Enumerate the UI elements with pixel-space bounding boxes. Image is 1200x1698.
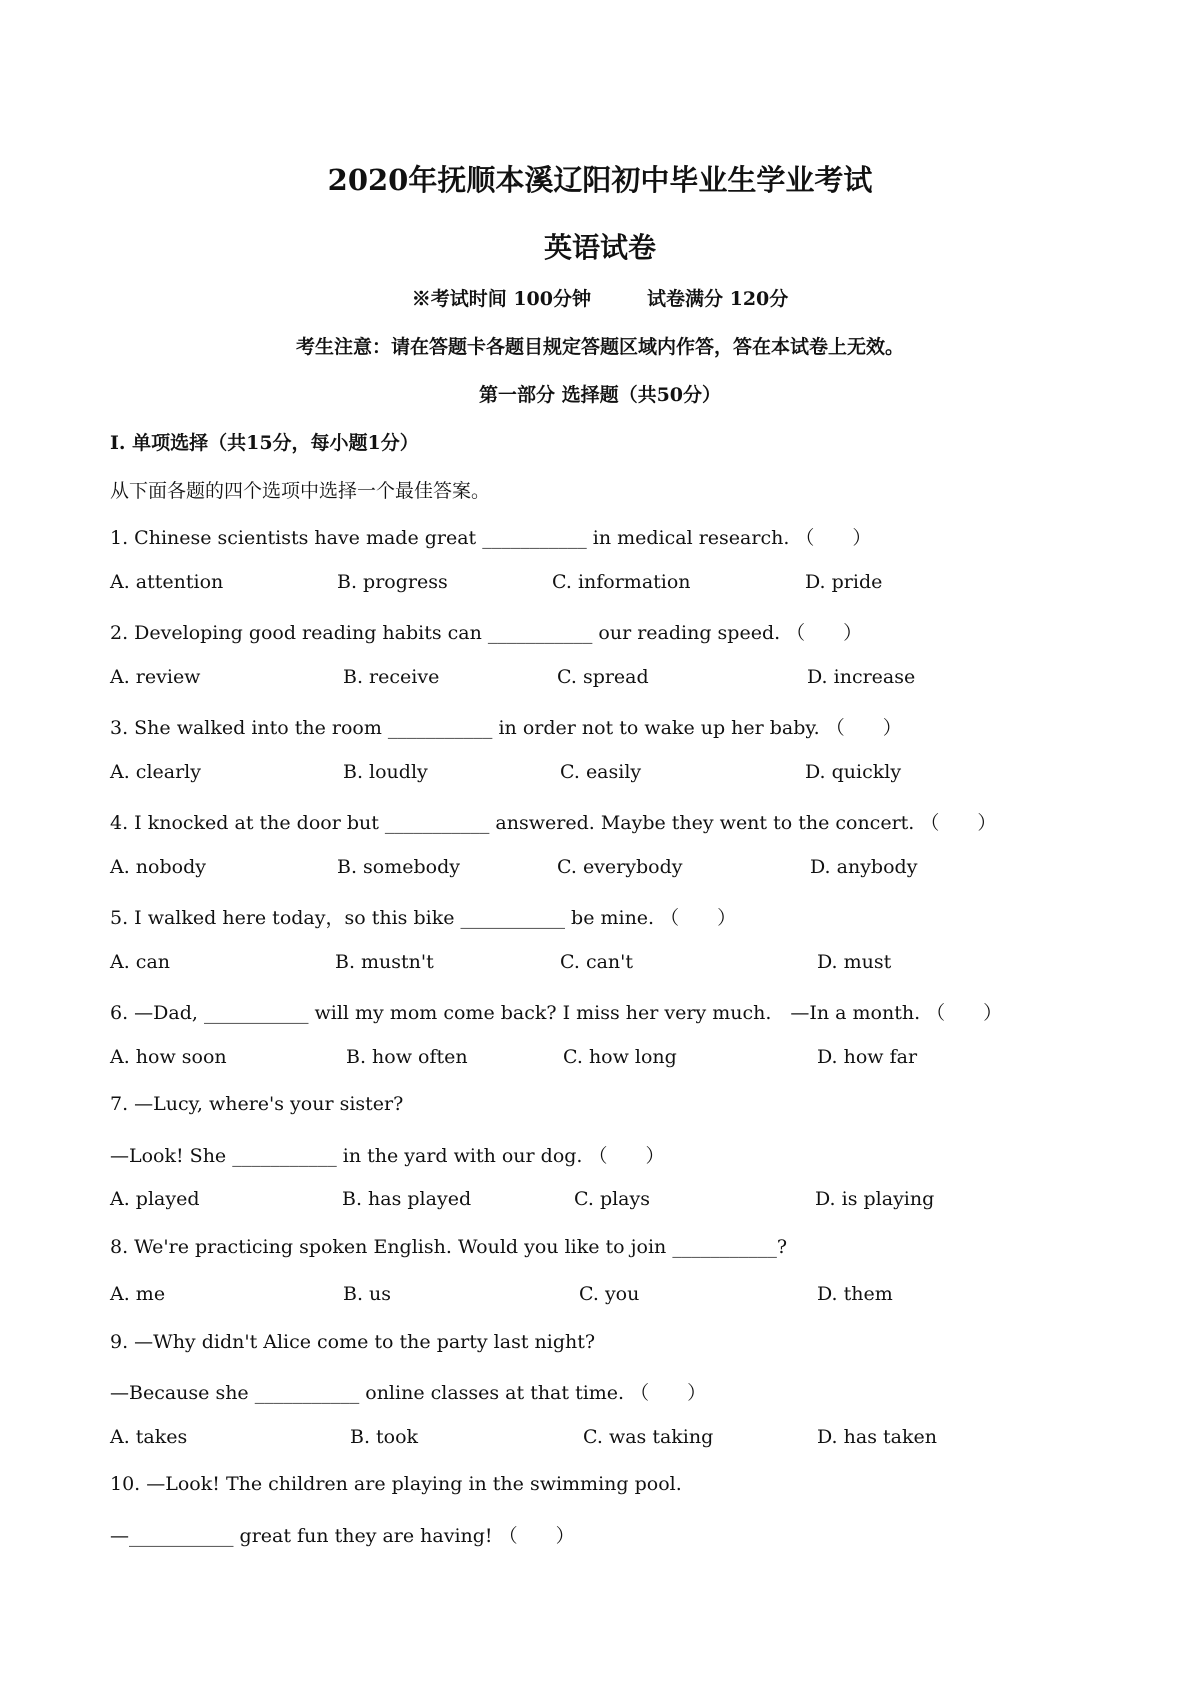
part-heading: 第一部分 选择题（共50分） (478, 384, 722, 406)
exam-score: 试卷满分 120分 (647, 288, 789, 310)
q6-option-d: D. how far (817, 1046, 918, 1068)
q9-option-c: C. was taking (583, 1426, 714, 1448)
q5-option-c: C. can't (560, 951, 634, 973)
exam-title: 2020年抚顺本溪辽阳初中毕业生学业考试 (327, 163, 873, 197)
question-3-text: 3. She walked into the room ___________ in order not to wake up her baby. （ ） (110, 717, 902, 739)
question-9-reply: —Because she ___________ online classes at that time. （ ） (110, 1382, 707, 1404)
exam-notice: 考生注意：请在答题卡各题目规定答题区域内作答，答在本试卷上无效。 (295, 336, 904, 358)
q6-option-b: B. how often (346, 1046, 468, 1068)
q9-option-a: A. takes (110, 1426, 188, 1448)
question-7-text: 7. —Lucy, where's your sister? (110, 1093, 404, 1115)
question-1-text: 1. Chinese scientists have made great ___________ in medical research. （ ） (110, 527, 872, 549)
q9-option-b: B. took (350, 1426, 419, 1448)
q8-option-b: B. us (343, 1283, 392, 1305)
q3-option-b: B. loudly (343, 761, 428, 783)
section-instruction: 从下面各题的四个选项中选择一个最佳答案。 (110, 480, 491, 502)
question-8-text: 8. We're practicing spoken English. Would you like to join ___________? (110, 1236, 788, 1258)
q4-option-b: B. somebody (337, 856, 460, 878)
question-9-text: 9. —Why didn't Alice come to the party last night? (110, 1331, 596, 1353)
q6-option-c: C. how long (563, 1046, 677, 1068)
q6-option-a: A. how soon (110, 1046, 227, 1068)
q3-option-c: C. easily (560, 761, 642, 783)
q1-option-c: C. information (552, 571, 691, 593)
exam-subtitle: 英语试卷 (543, 231, 656, 264)
q5-option-d: D. must (817, 951, 892, 973)
q4-option-c: C. everybody (557, 856, 683, 878)
q1-option-b: B. progress (337, 571, 448, 593)
section-heading: I. 单项选择（共15分，每小题1分） (110, 432, 419, 454)
q2-option-d: D. increase (807, 666, 916, 688)
q2-option-c: C. spread (557, 666, 649, 688)
question-7-reply: —Look! She ___________ in the yard with our dog. （ ） (110, 1145, 665, 1167)
q2-option-a: A. review (110, 666, 201, 688)
q7-option-d: D. is playing (815, 1188, 935, 1210)
exam-info (0, 284, 1200, 311)
question-10-reply: —___________ great fun they are having! （ ） (110, 1525, 575, 1547)
question-2-text: 2. Developing good reading habits can ___________ our reading speed. （ ） (110, 622, 863, 644)
q7-option-a: A. played (110, 1188, 200, 1210)
q2-option-b: B. receive (343, 666, 440, 688)
question-10-text: 10. —Look! The children are playing in the swimming pool. (110, 1473, 682, 1495)
q8-option-d: D. them (817, 1283, 893, 1305)
q9-option-d: D. has taken (817, 1426, 937, 1448)
q8-option-c: C. you (579, 1283, 640, 1305)
q3-option-d: D. quickly (805, 761, 902, 783)
q8-option-a: A. me (110, 1283, 166, 1305)
q4-option-d: D. anybody (810, 856, 918, 878)
exam-time: ※考试时间 100分钟 (411, 288, 591, 310)
question-6-text: 6. —Dad, ___________ will my mom come back? I miss her very much. —In a month. （ ） (110, 1002, 1003, 1024)
question-5-text: 5. I walked here today，so this bike ___________ be mine. （ ） (110, 907, 737, 929)
q1-option-d: D. pride (805, 571, 883, 593)
question-4-text: 4. I knocked at the door but ___________ answered. Maybe they went to the concert. （ ） (110, 812, 997, 834)
q5-option-a: A. can (110, 951, 171, 973)
q7-option-b: B. has played (342, 1188, 472, 1210)
q4-option-a: A. nobody (110, 856, 206, 878)
q5-option-b: B. mustn't (335, 951, 434, 973)
q7-option-c: C. plays (574, 1188, 650, 1210)
q3-option-a: A. clearly (110, 761, 201, 783)
q1-option-a: A. attention (110, 571, 224, 593)
